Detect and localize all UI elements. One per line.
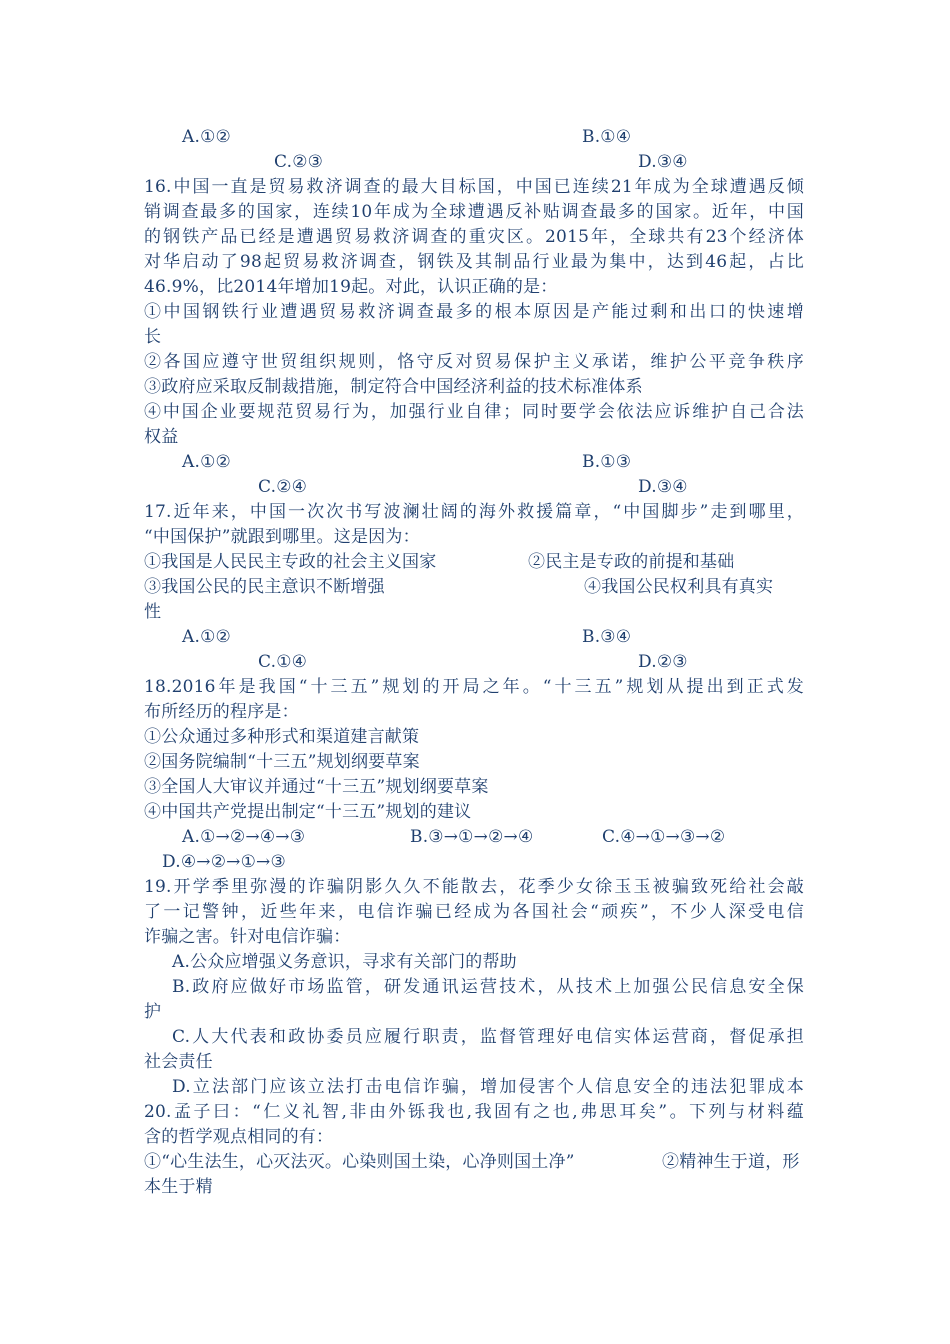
- q19-stem-line: 了一记警钟，近些年来，电信诈骗已经成为各国社会“顽疾”，不少人深受电信: [144, 902, 804, 922]
- q16-stem-line: 销调查最多的国家，连续10年成为全球遭遇反补贴调查最多的国家。近年，中国: [144, 202, 804, 222]
- q16-stem-line: 46.9%，比2014年增加19起。对此，认识正确的是：: [144, 277, 558, 297]
- q18-stem-line: 布所经历的程序是：: [144, 702, 299, 722]
- q18-item-4: ④中国共产党提出制定“十三五”规划的建议: [144, 802, 472, 822]
- q17-item-3: ③我国公民的民主意识不断增强: [144, 577, 385, 597]
- q19-stem-line: 19.开学季里弥漫的诈骗阴影久久不能散去，花季少女徐玉玉被骗致死给社会敲: [144, 877, 804, 897]
- q15-option-d: D.③④: [638, 152, 688, 172]
- q19-option-c-cont: 社会责任: [144, 1052, 213, 1072]
- q17-option-a: A.①②: [182, 627, 231, 647]
- q17-stem-line: 17.近年来，中国一次次书写波澜壮阔的海外救援篇章，“中国脚步”走到哪里，: [144, 502, 804, 522]
- q17-option-d: D.②③: [638, 652, 688, 672]
- q20-stem-line: 含的哲学观点相同的有：: [144, 1127, 334, 1147]
- q17-stem-line: “中国保护”就跟到哪里。这是因为：: [144, 527, 420, 547]
- q16-item-1: ①中国钢铁行业遭遇贸易救济调查最多的根本原因是产能过剩和出口的快速增: [144, 302, 804, 322]
- q19-option-b-cont: 护: [144, 1002, 162, 1022]
- q17-option-c: C.①④: [258, 652, 308, 672]
- q19-option-b: B.政府应做好市场监管，研发通讯运营技术，从技术上加强公民信息安全保: [172, 977, 804, 997]
- q20-item-2-cont: 本生于精: [144, 1177, 213, 1197]
- q20-stem-line: 20.孟子曰：“仁义礼智,非由外铄我也,我固有之也,弗思耳矣”。下列与材料蕴: [144, 1102, 804, 1122]
- q19-option-c: C.人大代表和政协委员应履行职责，监督管理好电信实体运营商，督促承担: [172, 1027, 804, 1047]
- q17-item-2: ②民主是专政的前提和基础: [528, 552, 735, 572]
- q16-item-1-cont: 长: [144, 327, 162, 347]
- q17-option-b: B.③④: [582, 627, 632, 647]
- q16-option-b: B.①③: [582, 452, 632, 472]
- q18-option-a: A.①→②→④→③: [182, 827, 306, 847]
- q16-item-4: ④中国企业要规范贸易行为，加强行业自律；同时要学会依法应诉维护自己合法: [144, 402, 804, 422]
- q15-option-a: A.①②: [182, 127, 231, 147]
- q17-item-4: ④我国公民权利具有真实: [584, 577, 774, 597]
- q19-option-a: A.公众应增强义务意识，寻求有关部门的帮助: [172, 952, 517, 972]
- q17-item-4-cont: 性: [144, 602, 162, 622]
- q16-item-3: ③政府应采取反制裁措施，制定符合中国经济利益的技术标准体系: [144, 377, 643, 397]
- q16-stem-line: 的钢铁产品已经是遭遇贸易救济调查的重灾区。2015年，全球共有23个经济体: [144, 227, 804, 247]
- q18-option-d: D.④→②→①→③: [162, 852, 286, 872]
- q19-option-d: D.立法部门应该立法打击电信诈骗，增加侵害个人信息安全的违法犯罪成本: [172, 1077, 804, 1097]
- q15-option-b: B.①④: [582, 127, 632, 147]
- q18-item-1: ①公众通过多种形式和渠道建言献策: [144, 727, 420, 747]
- q18-option-c: C.④→①→③→②: [602, 827, 726, 847]
- q16-stem-line: 对华启动了98起贸易救济调查，钢铁及其制品行业最为集中，达到46起，占比: [144, 252, 804, 272]
- q17-item-1: ①我国是人民民主专政的社会主义国家: [144, 552, 437, 572]
- q18-stem-line: 18.2016年是我国“十三五”规划的开局之年。“十三五”规划从提出到正式发: [144, 677, 804, 697]
- q16-option-c: C.②④: [258, 477, 308, 497]
- q18-item-2: ②国务院编制“十三五”规划纲要草案: [144, 752, 420, 772]
- q15-option-c: C.②③: [274, 152, 324, 172]
- q18-item-3: ③全国人大审议并通过“十三五”规划纲要草案: [144, 777, 489, 797]
- q19-stem-line: 诈骗之害。针对电信诈骗：: [144, 927, 351, 947]
- q16-option-a: A.①②: [182, 452, 231, 472]
- q20-item-1: ①“心生法生，心灭法灭。心染则国土染，心净则国土净”: [144, 1152, 575, 1172]
- q16-stem-line: 16.中国一直是贸易救济调查的最大目标国，中国已连续21年成为全球遭遇反倾: [144, 177, 804, 197]
- q16-item-4-cont: 权益: [144, 427, 179, 447]
- q16-item-2: ②各国应遵守世贸组织规则，恪守反对贸易保护主义承诺，维护公平竞争秩序: [144, 352, 804, 372]
- q20-item-2: ②精神生于道，形: [662, 1152, 800, 1172]
- q16-option-d: D.③④: [638, 477, 688, 497]
- q18-option-b: B.③→①→②→④: [410, 827, 534, 847]
